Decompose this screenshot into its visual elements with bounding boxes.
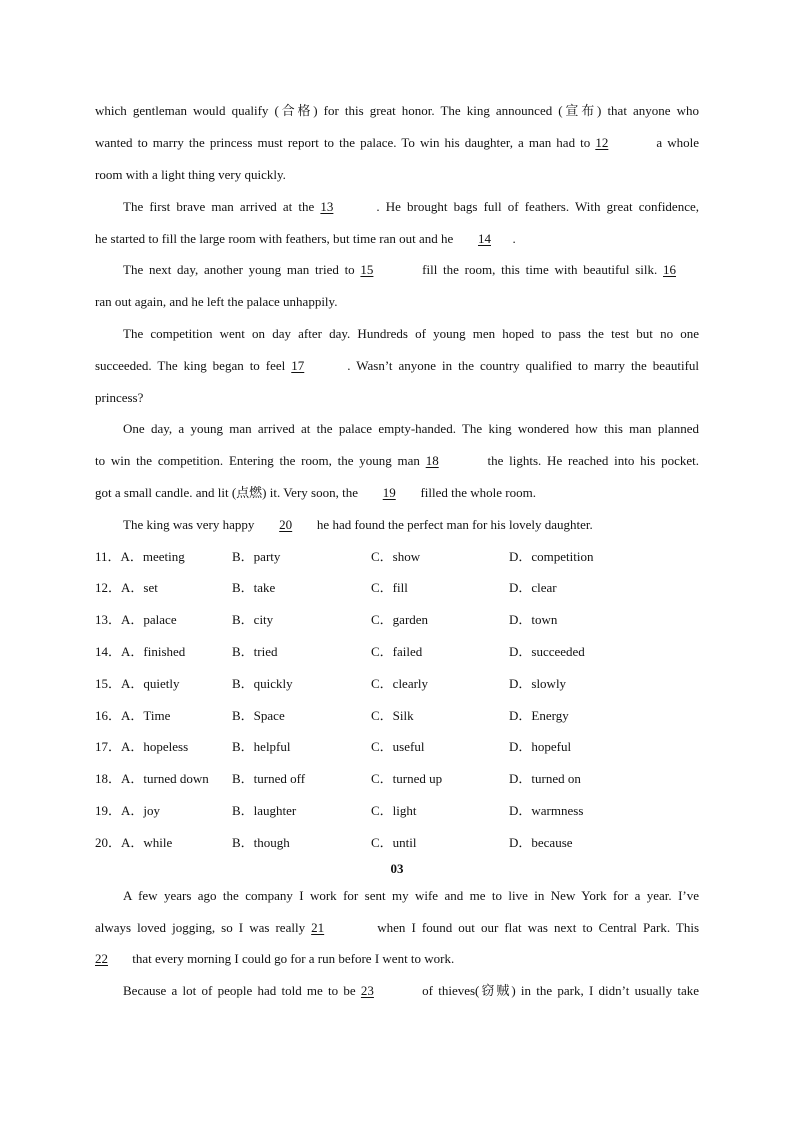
passage-line: wanted to marry the princess must report to the palace. To win his daughter, a man had to 12 a whole (95, 135, 700, 150)
blank-19: 19 (382, 485, 396, 500)
blank-15: 15 (360, 262, 374, 277)
section-heading: 03 (390, 861, 404, 876)
passage-line: The next day, another young man tried to 15 fill the room, this time with beautiful silk. 16 (123, 262, 699, 278)
blank-12: 12 (595, 135, 609, 150)
question-row: 16．A．Time B．Space C．Silk D．Energy (95, 708, 569, 723)
question-row: 15．A．quietly B．quickly C．clearly D．slowly (95, 676, 567, 691)
passage-line: which gentleman would qualify (合格) for this great honor. The king announced (宣布) that anyone who (95, 103, 699, 118)
blank-23: 23 (360, 983, 374, 998)
passage-line: succeeded. The king began to feel 17 . Wasn’t anyone in the country qualified to marry the beautiful (95, 358, 700, 373)
blank-14: 14 (478, 231, 491, 246)
passage-line: princess? (95, 390, 144, 405)
question-row: 11．A．meeting B．party C．show D．competition (95, 549, 594, 564)
blank-18: 18 (425, 453, 439, 468)
passage-line: The competition went on day after day. Hundreds of young men hoped to pass the test but no one (123, 326, 699, 341)
passage-line: got a small candle. and lit (点燃) it. Very soon, the 19 filled the whole room. (95, 485, 536, 500)
blank-13: 13 (320, 199, 334, 214)
blank-16: 16 (663, 262, 676, 277)
question-row: 20．A．while B．though C．until D．because (95, 835, 573, 850)
passage-line: One day, a young man arrived at the palace empty-handed. The king wondered how this man planned (123, 421, 699, 436)
passage-line: A few years ago the company I work for sent my wife and me to live in New York for a year. I’ve (123, 888, 699, 903)
passage-line: to win the competition. Entering the room, the young man 18 the lights. He reached into his pocket. (95, 453, 700, 468)
blank-17: 17 (291, 358, 305, 373)
question-row: 13．A．palace B．city C．garden D．town (95, 612, 558, 627)
passage-line: ran out again, and he left the palace unhappily. (95, 294, 338, 309)
passage-line: Because a lot of people had told me to be 23 of thieves(窃贼) in the park, I didn’t usually take (123, 983, 700, 998)
blank-20: 20 (279, 517, 293, 532)
question-row: 14．A．finished B．tried C．failed D．succeeded (95, 644, 585, 659)
passage-line: 22 that every morning I could go for a run before I went to work. (95, 951, 455, 966)
question-row: 19．A．joy B．laughter C．light D．warmness (95, 803, 584, 818)
question-row: 17．A．hopeless B．helpful C．useful D．hopeful (95, 739, 572, 754)
passage-line: The first brave man arrived at the 13 . He brought bags full of feathers. With great confidence, (123, 199, 699, 214)
question-row: 18．A．turned down B．turned off C．turned up D．turned on (95, 771, 581, 786)
passage-line: always loved jogging, so I was really 21 when I found out our flat was next to Central Park. This (95, 920, 700, 935)
blank-22: 22 (95, 951, 108, 966)
passage-line: room with a light thing very quickly. (95, 167, 286, 182)
passage-line: he started to fill the large room with feathers, but time ran out and he 14 . (95, 231, 516, 246)
question-row: 12．A．set B．take C．fill D．clear (95, 580, 557, 595)
blank-21: 21 (311, 920, 325, 935)
passage-line: The king was very happy 20 he had found the perfect man for his lovely daughter. (123, 517, 593, 532)
